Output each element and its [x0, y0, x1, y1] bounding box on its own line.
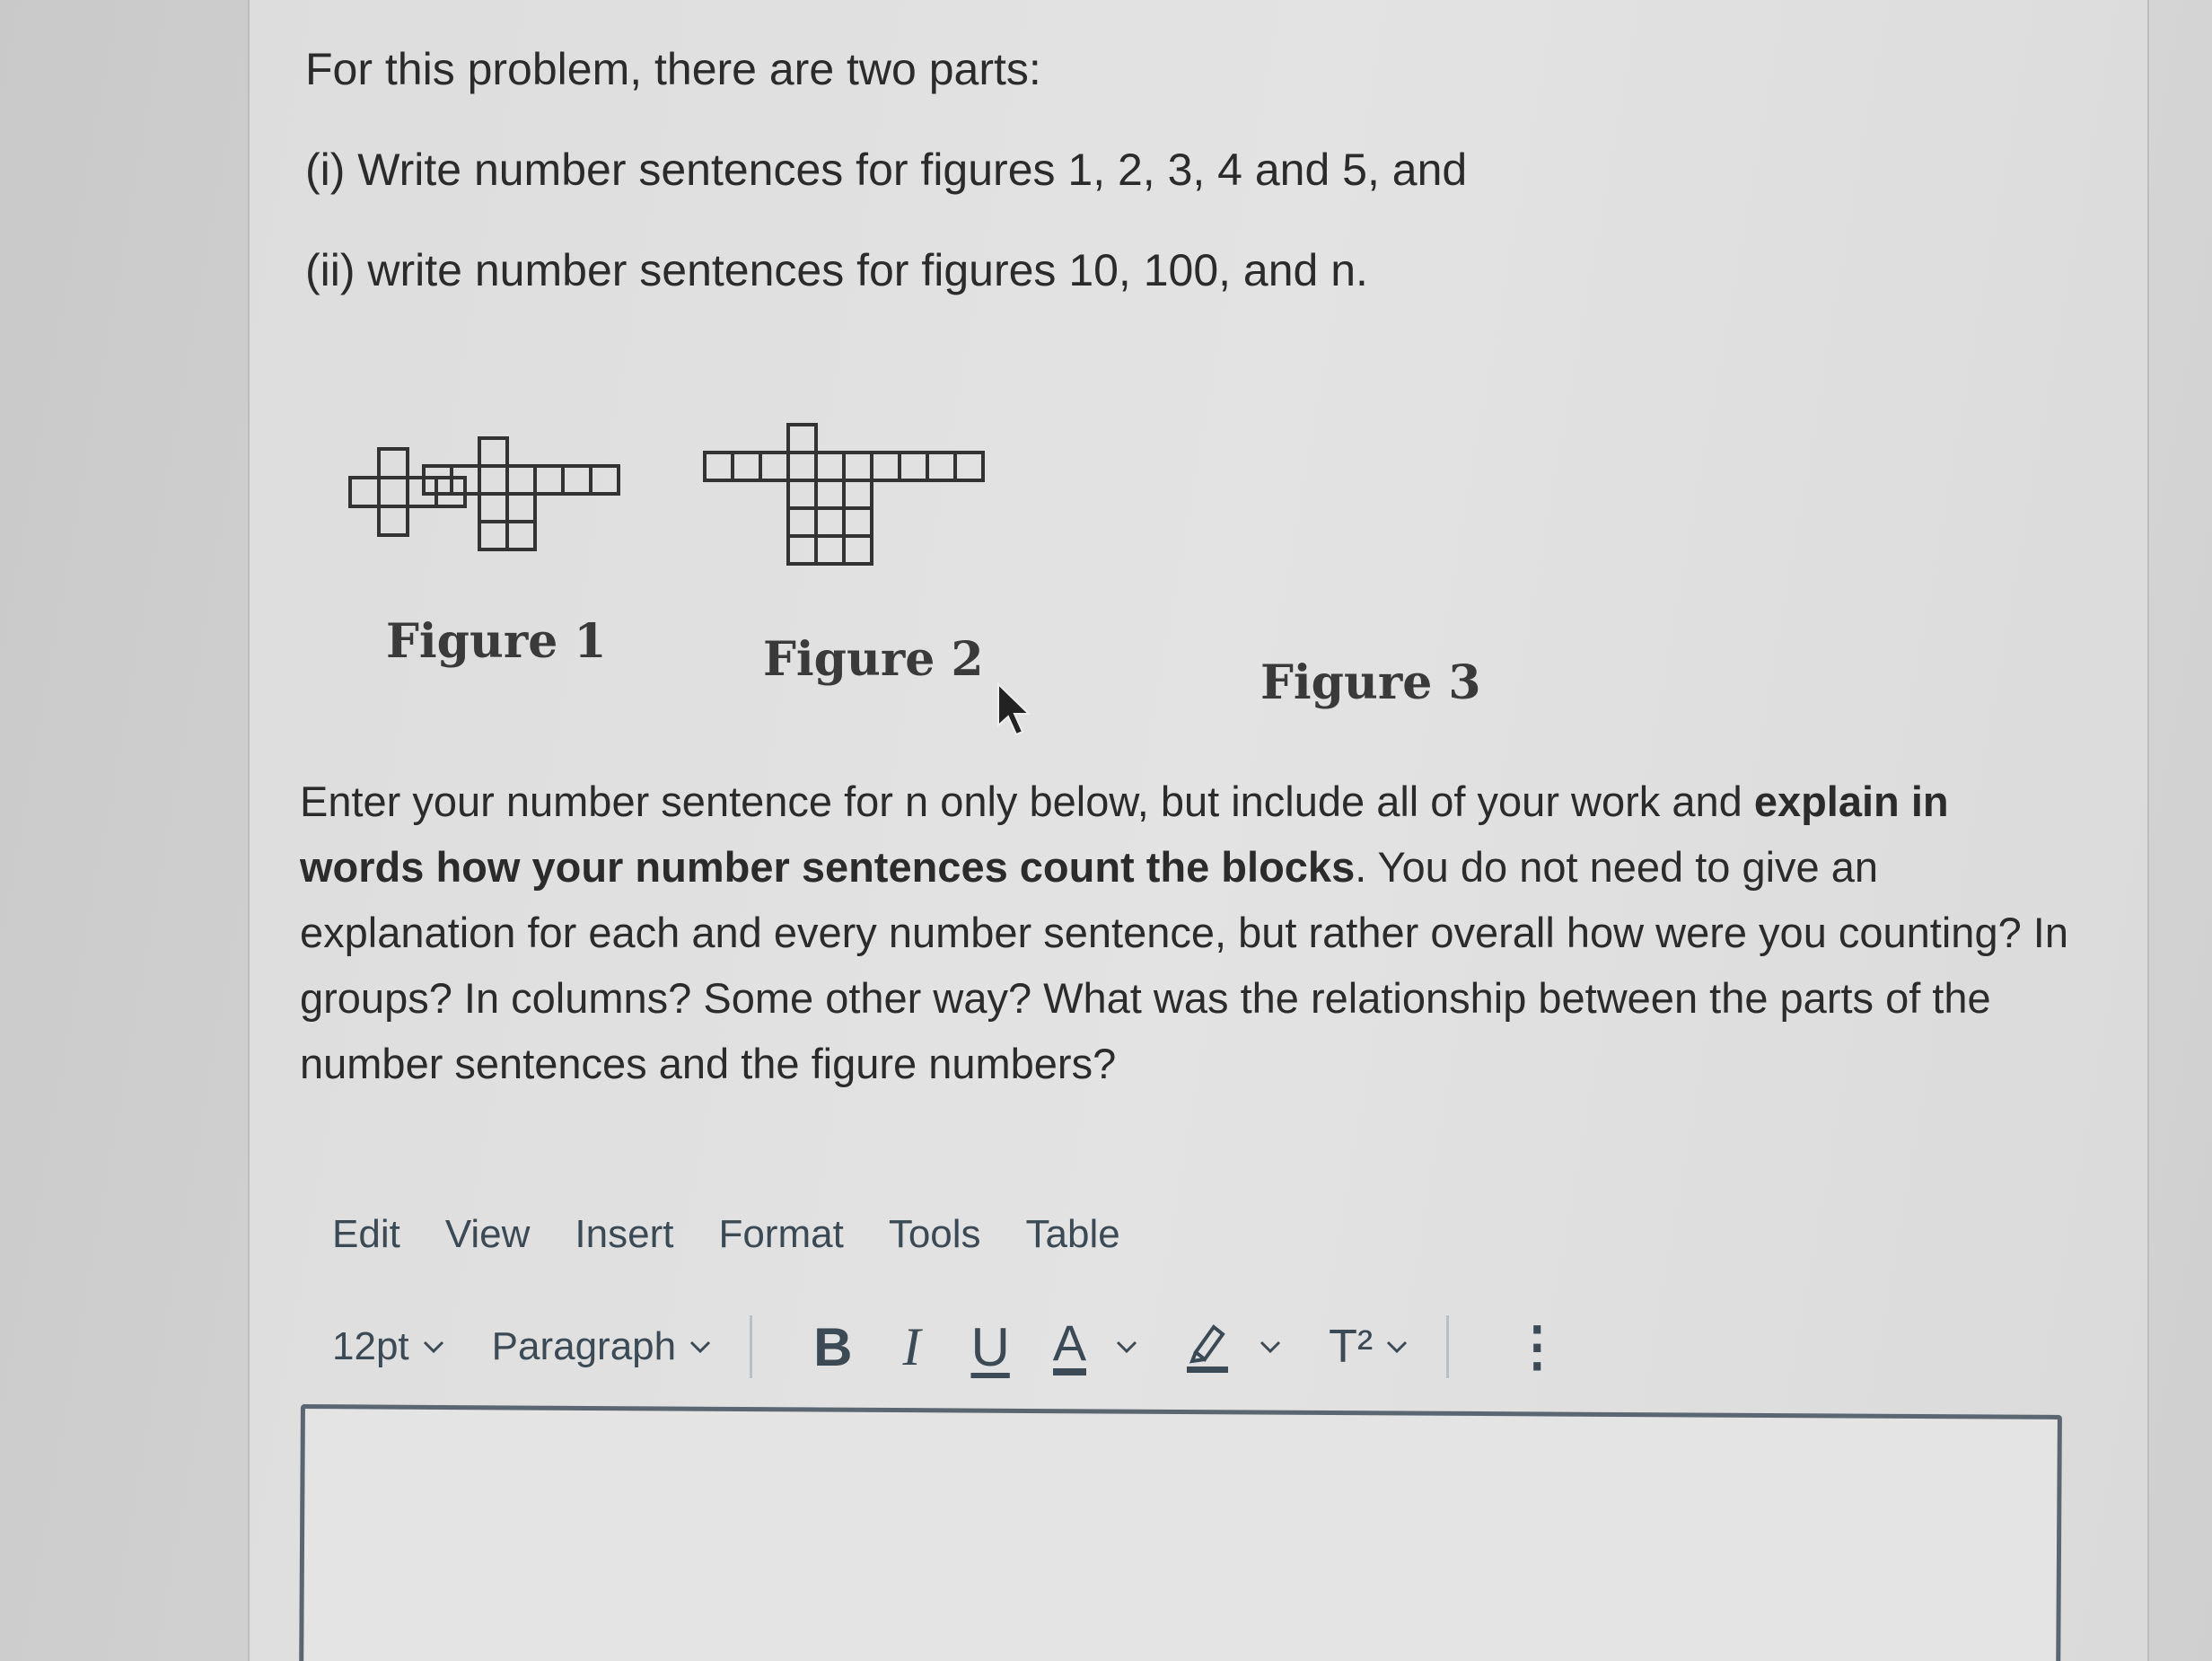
block-square [507, 522, 535, 549]
question-part-i: (i) Write number sentences for figures 1, 2, 3, 4 and 5, and [305, 145, 1468, 195]
block-square [760, 453, 788, 480]
menu-format[interactable]: Format [718, 1212, 844, 1256]
chevron-down-icon [1257, 1333, 1284, 1360]
figure-3-label: Figure 3 [1260, 655, 1481, 710]
block-square [900, 453, 927, 480]
block-square [788, 425, 816, 453]
block-square [705, 453, 733, 480]
figures-image [323, 359, 1670, 736]
block-square [955, 453, 983, 480]
block-square [927, 453, 955, 480]
figure-3-blocks [705, 425, 983, 564]
toolbar-separator [750, 1315, 752, 1378]
menu-tools[interactable]: Tools [888, 1212, 981, 1256]
block-square [479, 466, 507, 494]
question-part-ii: (ii) write number sentences for figures 10, 100, and n. [305, 245, 1368, 295]
text-color-button[interactable] [1052, 1314, 1140, 1375]
block-square [816, 508, 844, 536]
superscript-icon: T² [1329, 1321, 1374, 1373]
block-square [563, 466, 591, 494]
block-square [816, 536, 844, 564]
more-options-button[interactable]: ⋮ [1510, 1316, 1565, 1376]
block-square [844, 480, 872, 508]
answer-text-area[interactable] [299, 1404, 2062, 1661]
italic-button[interactable]: I [902, 1316, 921, 1376]
block-square [788, 536, 816, 564]
block-square [816, 453, 844, 480]
block-square [535, 466, 563, 494]
question-intro: For this problem, there are two parts: [305, 44, 1041, 94]
chevron-down-icon [420, 1333, 447, 1360]
instructions-bold: explain in words how your number sentences count the blocks [300, 778, 1949, 891]
figure-2-label: Figure 2 [763, 632, 984, 687]
block-square [788, 508, 816, 536]
menu-view[interactable]: View [444, 1212, 531, 1256]
block-square [379, 478, 408, 506]
block-square [733, 453, 760, 480]
font-size-value: 12pt [332, 1324, 409, 1368]
block-square [479, 522, 507, 549]
block-square [844, 536, 872, 564]
block-square [844, 453, 872, 480]
chevron-down-icon [687, 1333, 714, 1360]
block-square [350, 478, 379, 506]
block-square [872, 453, 900, 480]
highlighter-icon [1185, 1320, 1230, 1374]
figure-1-label: Figure 1 [386, 614, 607, 669]
block-format-select[interactable] [492, 1324, 714, 1369]
block-square [844, 508, 872, 536]
block-square [379, 506, 408, 535]
underline-button[interactable]: U [970, 1316, 1010, 1377]
editor-menubar [332, 1212, 1120, 1257]
block-square [479, 438, 507, 466]
menu-insert[interactable]: Insert [575, 1212, 674, 1256]
block-format-value: Paragraph [491, 1324, 677, 1368]
block-square [507, 494, 535, 522]
menu-edit[interactable]: Edit [332, 1212, 400, 1256]
font-size-select[interactable] [332, 1324, 447, 1369]
block-square [788, 480, 816, 508]
superscript-button[interactable] [1329, 1320, 1410, 1374]
block-square [507, 466, 535, 494]
block-square [816, 480, 844, 508]
instructions [300, 769, 2077, 1096]
highlight-color-button[interactable] [1185, 1320, 1284, 1374]
chevron-down-icon [1383, 1333, 1410, 1360]
mouse-pointer-icon [995, 682, 1034, 740]
instructions-text-2: . You do not need to give an explanation for each and every number sentence, but rather overall how were you counting? In groups? In columns? Some other way? What was the relationship between the parts of the number sentences and the figure numbers? [300, 843, 2068, 1087]
block-square [479, 494, 507, 522]
block-square [379, 449, 408, 478]
instructions-text-1: Enter your number sentence for n only below, but include all of your work and [300, 778, 1754, 825]
figure-2-blocks [424, 438, 619, 549]
menu-table[interactable]: Table [1025, 1212, 1120, 1256]
block-square [788, 453, 816, 480]
chevron-down-icon [1113, 1333, 1140, 1360]
editor-toolbar [332, 1311, 1589, 1383]
bold-button[interactable]: B [813, 1316, 853, 1377]
toolbar-separator [1446, 1315, 1449, 1378]
block-square [591, 466, 619, 494]
text-color-icon: A [1053, 1318, 1086, 1375]
